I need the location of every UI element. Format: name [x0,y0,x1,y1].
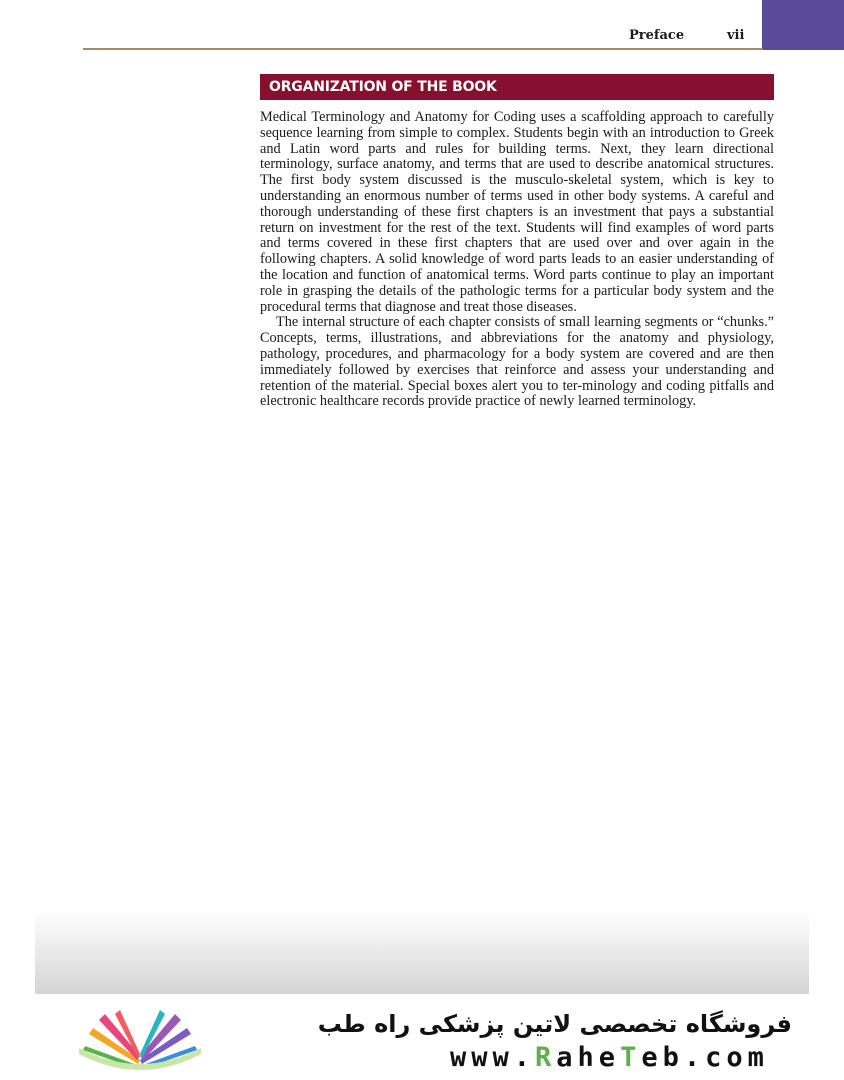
paragraph-1: Medical Terminology and Anatomy for Coding uses a scaffolding approach to carefully sequence learning from simple to complex. Students begin with an introduction to Greek and Latin word parts and rules for building terms. Next, they learn directional terminology, surface anatomy, and terms that are used to describe anatomical structures. The first body system discussed is the musculo-skeletal system, which is key to understanding an enormous number of terms used in other body systems. A careful and thorough understanding of these first chapters is an investment that pays a substantial return on investment for the rest of the text. Students will find examples of word parts and terms covered in these first chapters that are used over and over again in the following chapters. A solid knowledge of word parts leads to an easier understanding of the location and function of anatomical terms. Word parts continue to play an important role in grasping the details of the pathologic terms for a particular body system and the procedural terms that diagnose and treat those diseases. [260,109,774,315]
open-book-logo-icon [75,1008,205,1074]
store-name: فروشگاه تخصصی لاتین پزشکی راه طب [317,1010,792,1038]
page-number: vii [727,28,745,43]
corner-color-block [762,0,844,50]
section-heading: ORGANIZATION OF THE BOOK [260,74,774,100]
body-text [260,110,774,410]
header-rule [83,48,763,50]
bottom-fade [35,910,809,994]
paragraph-2: The internal structure of each chapter consists of small learning segments or “chunks.” Concepts, terms, illustrations, and abbreviations for the anatomy and physiology, pathology, procedures, and pharmacology for a body system are covered and are then immediately followed by exercises that reinforce and assess your understanding and retention of the material. Special boxes alert you to ter-minology and coding pitfalls and electronic healthcare records provide practice of newly learned terminology. [260,314,774,410]
store-url: www.RaheTeb.com [450,1042,769,1073]
running-head: Preface [629,28,685,43]
